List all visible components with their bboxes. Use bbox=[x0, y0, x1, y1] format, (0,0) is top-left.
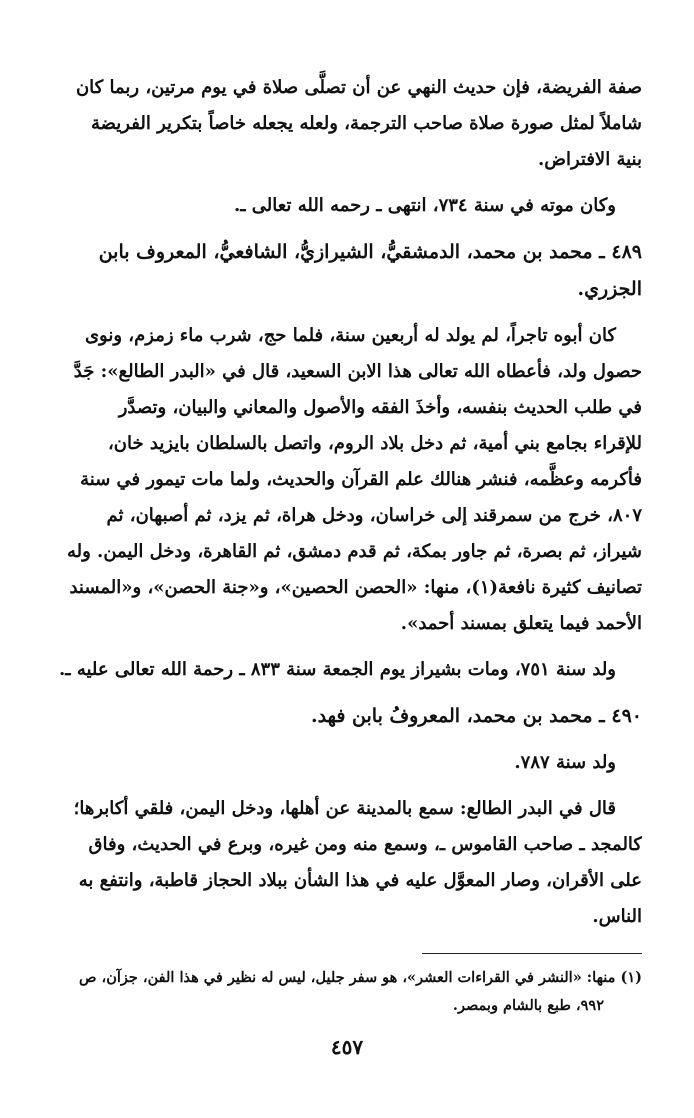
text-line: وكان موته في سنة ٧٣٤، انتهى ـ رحمه الله تعالى ـ. bbox=[233, 195, 616, 216]
paragraph-death-note bbox=[52, 188, 642, 224]
text-line: الجزري. bbox=[577, 278, 642, 300]
entry-489-heading bbox=[52, 234, 642, 308]
text-line: فأكرمه وعظَّمه، فنشر هنالك علم القرآن والحديث، ولما مات تيمور في سنة bbox=[80, 469, 642, 490]
text-line: ولد سنة ٧٥١، ومات بشيراز يوم الجمعة سنة ٨٣٣ ـ رحمة الله تعالى عليه ـ. bbox=[59, 659, 616, 680]
text-line: شاملاً لمثل صورة صلاة صاحب الترجمة، ولعله يجعله خاصاً بتكرير الفريضة bbox=[91, 113, 642, 134]
text-line: الأحمد فيما يتعلق بمسند أحمد». bbox=[400, 613, 642, 634]
text-line: على الأقران، وصار المعوَّل عليه في هذا الشأن ببلاد الحجاز قاطبة، وانتفع به bbox=[78, 870, 642, 891]
footnote-line: (١) منها: «النشر في القراءات العشر»، هو سفر جليل، ليس له نظير في هذا الفن، جزآن، ص bbox=[78, 969, 642, 986]
text-line: شيراز، ثم بصرة، ثم جاور بمكة، ثم قدم دمشق، ثم القاهرة، ودخل اليمن. وله bbox=[66, 541, 642, 562]
text-line: كالمجد ـ صاحب القاموس ـ، وسمع منه ومن غيره، وبرع في الحديث، وفاق bbox=[88, 834, 642, 855]
paragraph-intro bbox=[52, 70, 642, 178]
footnote-line: ٩٩٢، طبع بالشام وبمصر. bbox=[452, 997, 604, 1014]
text-line: الناس. bbox=[592, 906, 642, 927]
text-line: بنية الافتراض. bbox=[537, 149, 642, 170]
text-line: في طلب الحديث بنفسه، وأخذَ الفقه والأصول والمعاني والبيان، وتصدَّر bbox=[118, 397, 642, 418]
paragraph-badr-quote bbox=[52, 791, 642, 935]
text-line: كان أبوه تاجراً، لم يولد له أربعين سنة، فلما حج، شرب ماء زمزم، ونوى bbox=[84, 325, 616, 346]
text-line: ٨٠٧، خرج من سمرقند إلى خراسان، ودخل هراة، ثم يزد، ثم أصبهان، ثم bbox=[106, 505, 642, 526]
text-line: ولد سنة ٧٨٧. bbox=[514, 752, 616, 773]
text-line: ٤٩٠ ـ محمد بن محمد، المعروفُ بابن فهد. bbox=[310, 705, 642, 727]
paragraph-birth-death bbox=[52, 652, 642, 688]
footnote-divider bbox=[422, 953, 642, 954]
entry-490-heading bbox=[52, 698, 642, 735]
footnote bbox=[52, 964, 642, 1020]
text-line: صفة الفريضة، فإن حديث النهي عن أن تصلَّى صلاة في يوم مرتين، ربما كان bbox=[75, 77, 642, 98]
paragraph-biography bbox=[52, 318, 642, 642]
paragraph-birth-year bbox=[52, 745, 642, 781]
text-line: حصول ولد، فأعطاه الله تعالى هذا الابن السعيد، قال في «البدر الطالع»: جَدَّ bbox=[73, 361, 642, 382]
text-line: ٤٨٩ ـ محمد بن محمد، الدمشقيُّ، الشيرازيُّ، الشافعيُّ، المعروف بابن bbox=[98, 241, 642, 263]
text-line: للإقراء بجامع بني أمية، ثم دخل بلاد الروم، واتصل بالسلطان بايزيد خان، bbox=[107, 433, 642, 454]
page-number: ٤٥٧ bbox=[330, 1035, 364, 1059]
text-line: تصانيف كثيرة نافعة(١)، منها: «الحصن الحصين»، و«جنة الحصن»، و«المسند bbox=[69, 577, 642, 598]
text-line: قال في البدر الطالع: سمع بالمدينة عن أهلها، ودخل اليمن، فلقي أكابرها؛ bbox=[73, 798, 616, 819]
